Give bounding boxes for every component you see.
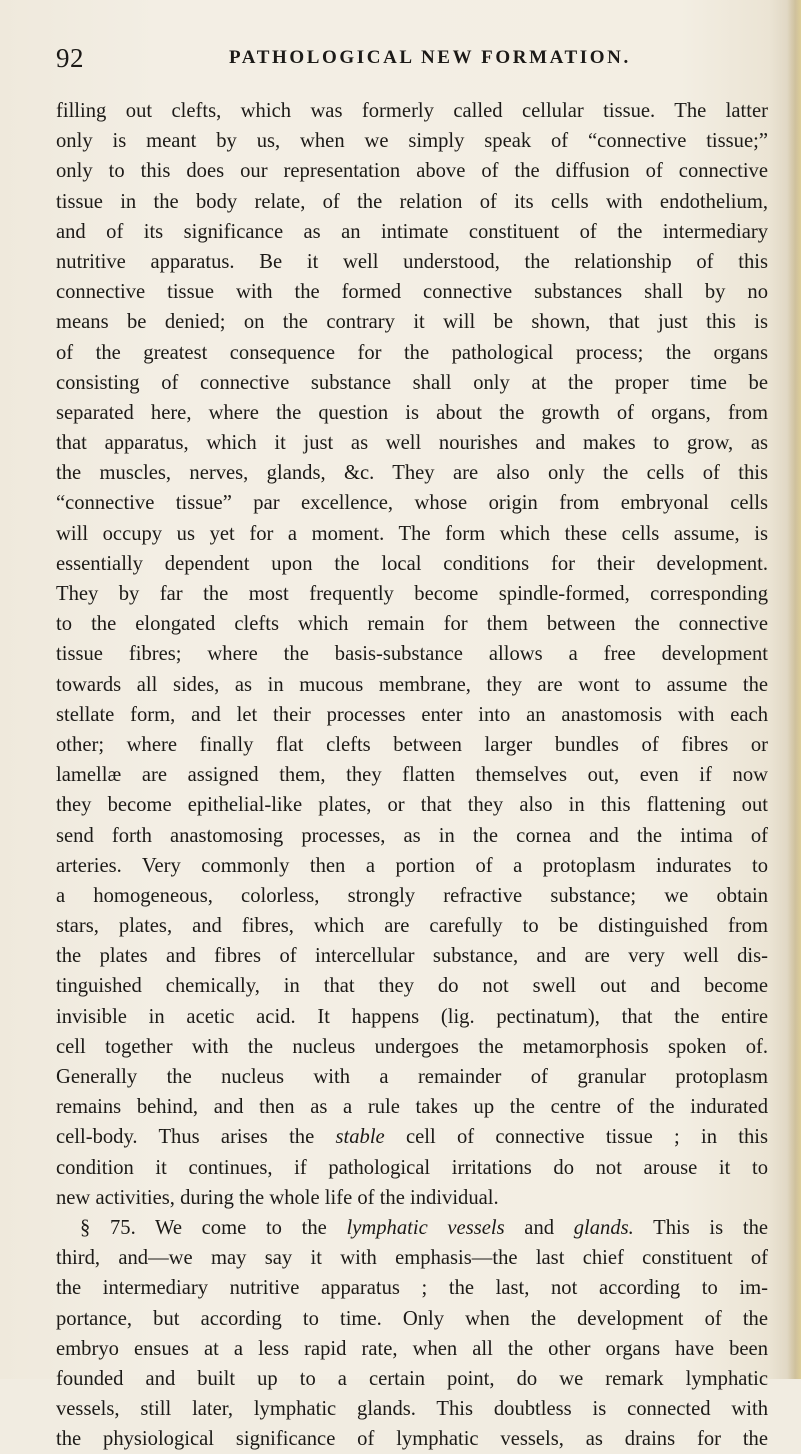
text-line: tissue fibres; where the basis-substance allows a free development [56, 643, 768, 666]
text-line: the plates and fibres of intercellular substance, and are very well dis- [56, 945, 768, 968]
section-75-heading-line [56, 1213, 768, 1243]
text-line: stars, plates, and fibres, which are carefully to be distinguished from [56, 915, 768, 938]
text-line: embryo ensues at a less rapid rate, when all the other organs have been [56, 1337, 768, 1360]
text-line: towards all sides, as in mucous membrane, they are wont to assume the [56, 673, 768, 696]
text-line: tissue in the body relate, of the relation of its cells with endothelium, [56, 190, 768, 213]
text-line: filling out clefts, which was formerly called cellular tissue. The latter [56, 100, 768, 122]
running-head [56, 38, 746, 78]
text-line: stellate form, and let their processes enter into an anastomosis with each [56, 703, 768, 726]
text-line: condition it continues, if pathological irritations do not arouse it to [56, 1156, 768, 1179]
text-line: that apparatus, which it just as well nourishes and makes to grow, as [56, 432, 768, 455]
text-line: “connective tissue” par excellence, whose origin from embryonal cells [56, 492, 768, 515]
text-line: lamellæ are assigned them, they flatten themselves out, even if now [56, 764, 768, 787]
text-line: Generally the nucleus with a remainder of granular protoplasm [56, 1066, 768, 1088]
text-line: the muscles, nerves, glands, &c. They are also only the cells of this [56, 462, 768, 485]
text-line: other; where finally flat clefts between larger bundles of fibres or [56, 733, 768, 756]
text-run: § 75. We come to the [80, 1216, 347, 1239]
text-line: send forth anastomosing processes, as in the cornea and the intima of [56, 824, 768, 847]
text-line: founded and built up to a certain point, do we remark lymphatic [56, 1367, 768, 1390]
page-number: 92 [56, 43, 84, 73]
text-line: a homogeneous, colorless, strongly refractive substance; we obtain [56, 884, 768, 907]
text-line: to the elongated clefts which remain for them between the connective [56, 613, 768, 636]
text-line: they become epithelial-like plates, or that they also in this flattening out [56, 794, 768, 817]
text-line: means be denied; on the contrary it will be shown, that just this is [56, 311, 768, 334]
text-line: third, and—we may say it with emphasis—the last chief constituent of [56, 1247, 768, 1270]
text-line: will occupy us yet for a moment. The form which these cells assume, is [56, 522, 768, 545]
text-run: and [504, 1216, 574, 1239]
italic-term-lymphatic-vessels: lymphatic vessels [346, 1216, 505, 1239]
text-line: only to this does our representation above of the diffusion of connective [56, 160, 768, 183]
text-line: connective tissue with the formed connective substances shall by no [56, 281, 768, 304]
text-line: remains behind, and then as a rule takes up the centre of the indurated [56, 1096, 768, 1119]
page-edge-shadow [787, 0, 801, 1379]
text-line: nutritive apparatus. Be it well understood, the relationship of this [56, 250, 768, 273]
text-run: cell-body. Thus arises the [56, 1126, 336, 1149]
body-text [56, 96, 768, 1454]
text-line: portance, but according to time. Only when the development of the [56, 1307, 768, 1330]
text-run: This is the [633, 1216, 769, 1239]
text-line: only is meant by us, when we simply speak of “connective tissue;” [56, 130, 768, 153]
text-line: arteries. Very commonly then a portion of a protoplasm indurates to [56, 854, 768, 877]
italic-term-stable: stable [335, 1126, 385, 1149]
italic-term-glands: glands. [573, 1216, 634, 1239]
text-line: consisting of connective substance shall only at the proper time be [56, 371, 768, 394]
running-title: PATHOLOGICAL NEW FORMATION. [229, 47, 631, 68]
text-line: vessels, still later, lymphatic glands. This doubtless is connected with [56, 1398, 768, 1421]
text-line: and of its significance as an intimate constituent of the intermediary [56, 220, 768, 243]
text-line: tinguished chemically, in that they do not swell out and become [56, 975, 768, 998]
text-line: separated here, where the question is about the growth of organs, from [56, 401, 768, 424]
text-line: the intermediary nutritive apparatus ; the last, not according to im- [56, 1277, 768, 1300]
text-line: They by far the most frequently become spindle-formed, corresponding [56, 583, 768, 605]
text-line: cell together with the nucleus undergoes the metamorphosis spoken of. [56, 1035, 768, 1058]
text-run: cell of connective tissue ; in this [384, 1126, 769, 1149]
text-line-stable-cell [56, 1122, 768, 1152]
text-line: invisible in acetic acid. It happens (lig. pectinatum), that the entire [56, 1005, 768, 1028]
text-line: essentially dependent upon the local conditions for their development. [56, 552, 768, 575]
text-line: of the greatest consequence for the pathological process; the organs [56, 341, 768, 364]
paragraph-end-line: new activities, during the whole life of the individual. [56, 1186, 499, 1209]
text-line: the physiological significance of lymphatic vessels, as drains for the [56, 1428, 768, 1451]
